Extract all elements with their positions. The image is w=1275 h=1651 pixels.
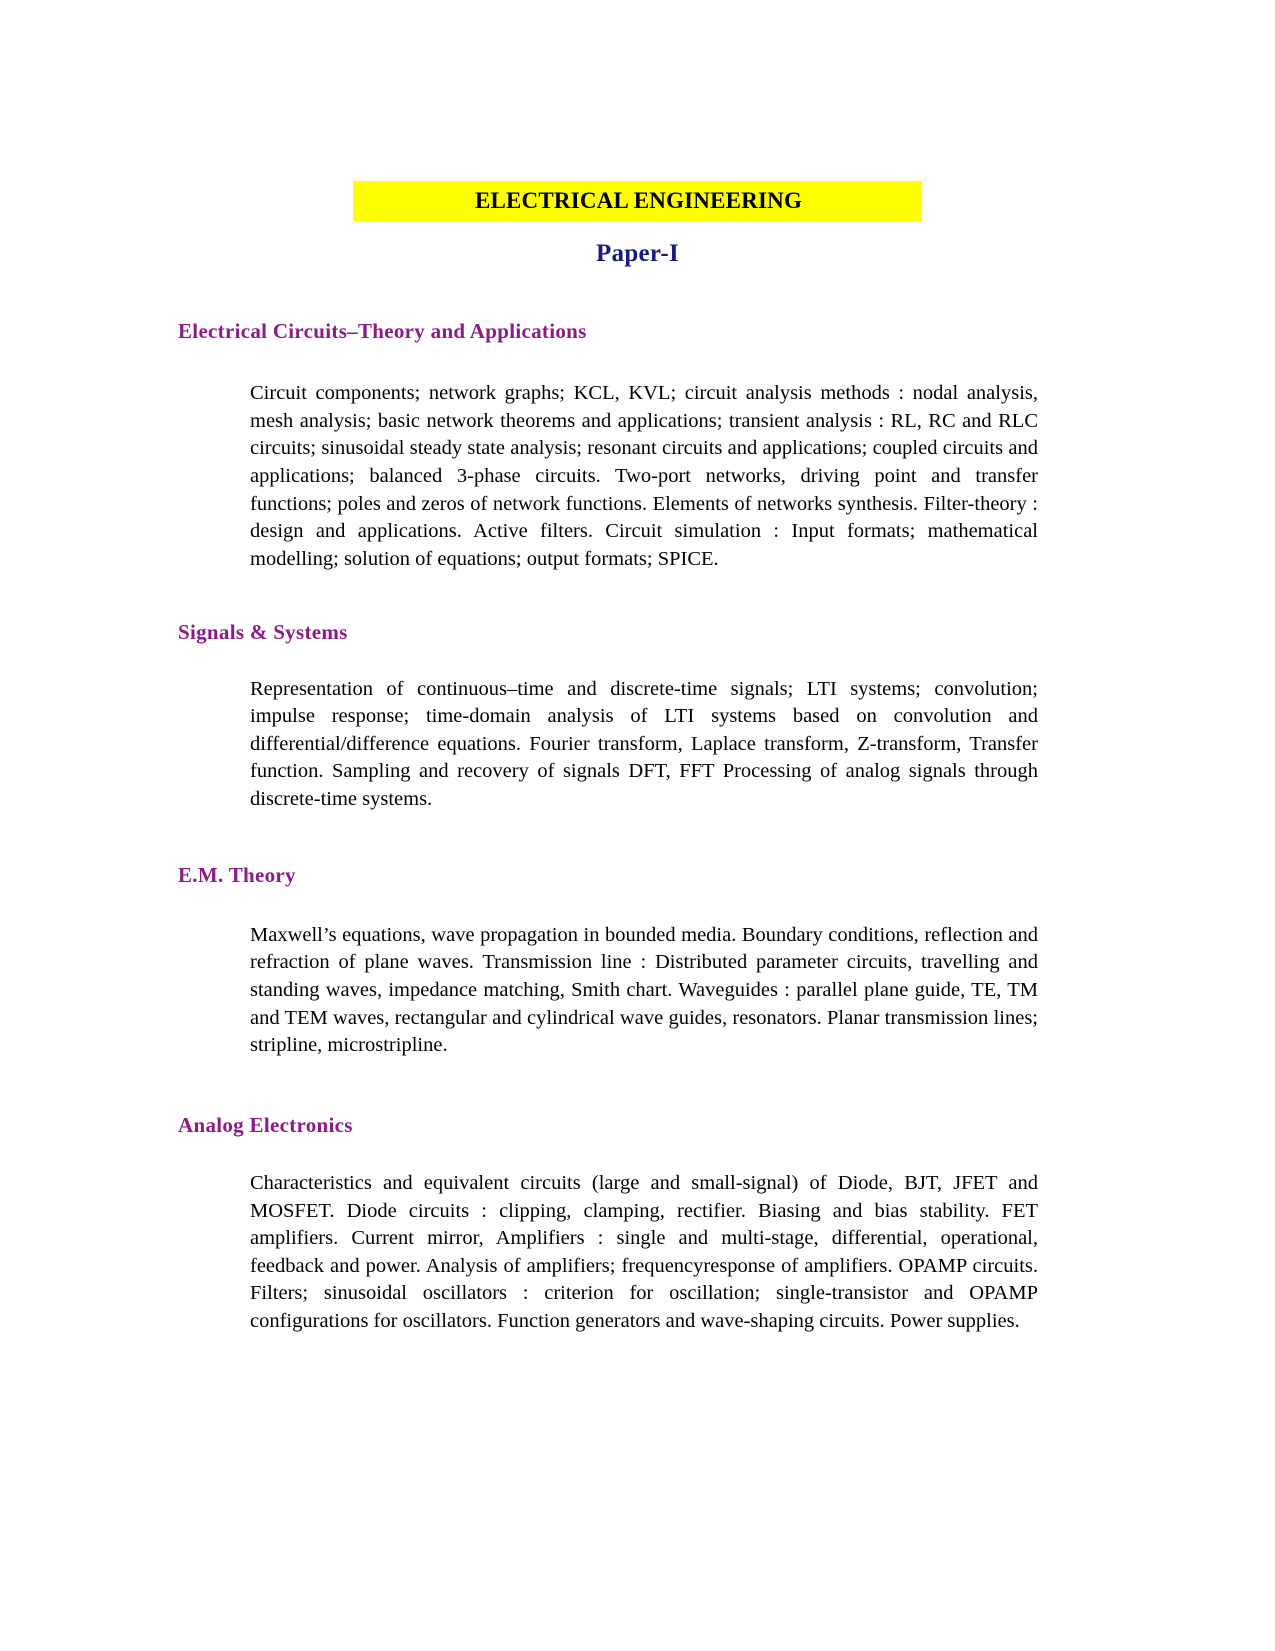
section-body-analog-electronics: Characteristics and equivalent circuits (large and small-signal) of Diode, BJT, JFET and MOSFET. Diode circuits : clipping, clamping, rectifier. Biasing and bias stability. FET amplifiers. Current mirror, Amplifiers : single and multi-stage, differential, operational, feedback and power. Analysis of amplifiers; frequencyresponse of amplifiers. OPAMP circuits. Filters; sinusoidal oscillators : criterion for oscillation; single-transistor and OPAMP configurations for oscillators. Function generators and wave-shaping circuits. Power supplies. <box>250 1172 1038 1333</box>
syllabus-content <box>178 318 1038 1336</box>
section-heading-electrical-circuits: Electrical Circuits–Theory and Applications <box>178 319 587 343</box>
section-signals-and-systems <box>178 619 1038 813</box>
document-title-container <box>0 181 1275 221</box>
section-electrical-circuits <box>178 318 1038 573</box>
section-analog-electronics <box>178 1112 1038 1336</box>
paper-label-container <box>0 240 1275 268</box>
page-title: ELECTRICAL ENGINEERING <box>353 181 922 221</box>
section-body-signals-and-systems: Representation of continuous–time and discrete-time signals; LTI systems; convolution; impulse response; time-domain analysis of LTI systems based on convolution and differential/difference equations. Fourier transform, Laplace transform, Z-transform, Transfer function. Sampling and recovery of signals DFT, FFT Processing of analog signals through discrete-time systems. <box>250 677 1038 811</box>
section-body-electrical-circuits: Circuit components; network graphs; KCL, KVL; circuit analysis methods : nodal analysis, mesh analysis; basic network theorems and applications; transient analysis : RL, RC and RLC circuits; sinusoidal steady state analysis; resonant circuits and applications; coupled circuits and applications; balanced 3-phase circuits. Two-port networks, driving point and transfer functions; poles and zeros of network functions. Elements of networks synthesis. Filter-theory : design and applications. Active filters. Circuit simulation : Input formats; mathematical modelling; solution of equations; output formats; SPICE. <box>250 382 1038 570</box>
paper-label: Paper-I <box>595 240 680 267</box>
section-body-em-theory: Maxwell’s equations, wave propagation in bounded media. Boundary conditions, reflection and refraction of plane waves. Transmission line : Distributed parameter circuits, travelling and standing waves, impedance matching, Smith chart. Waveguides : parallel plane guide, TE, TM and TEM waves, rectangular and cylindrical wave guides, resonators. Planar transmission lines; stripline, microstripline. <box>250 923 1038 1057</box>
section-em-theory <box>178 862 1038 1060</box>
section-heading-em-theory: E.M. Theory <box>178 862 296 887</box>
section-heading-signals-and-systems: Signals & Systems <box>178 620 348 645</box>
section-heading-analog-electronics: Analog Electronics <box>178 1112 353 1137</box>
